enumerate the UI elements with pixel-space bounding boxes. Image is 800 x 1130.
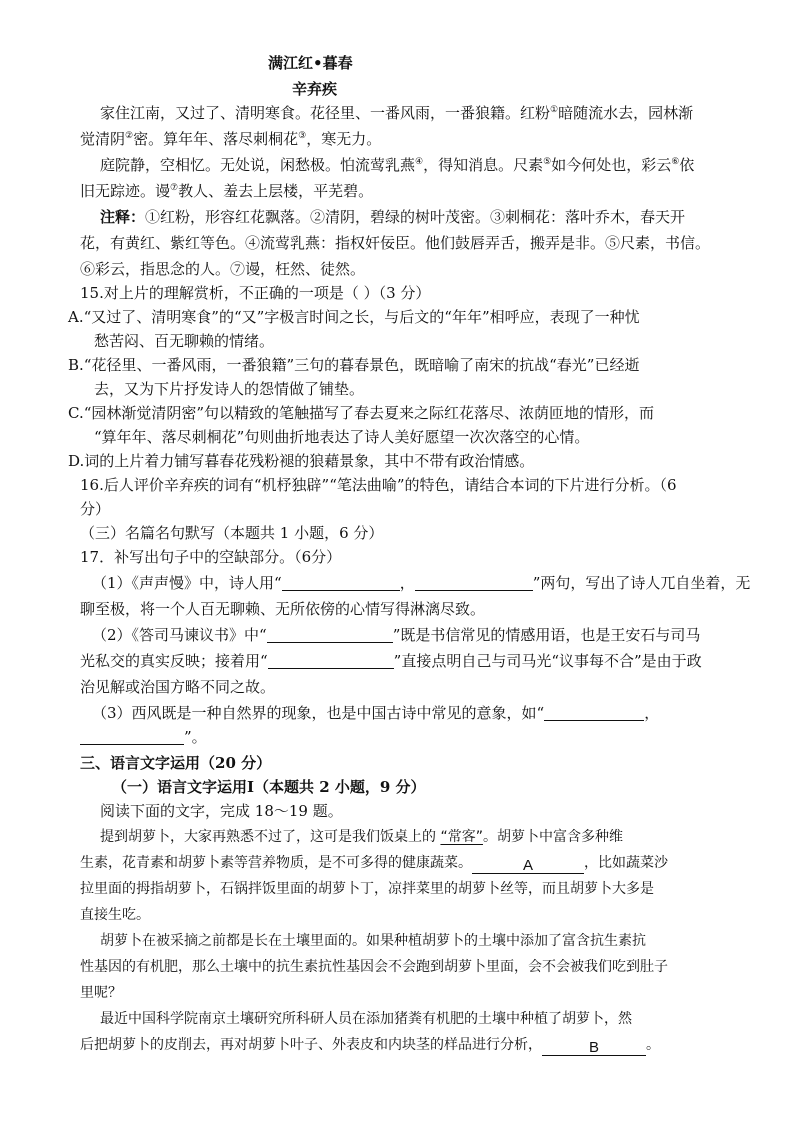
q15-option-a: A.“又过了、清明寒食”的“又”字极言时间之长，与后文的“年年”相呼应，表现了一种忧 [68, 308, 640, 326]
answer-blank[interactable] [268, 652, 394, 669]
answer-blank[interactable] [267, 626, 393, 643]
quoted-term: “常客” [440, 829, 483, 845]
q15-stem: 15.对上片的理解赏析，不正确的一项是（ ）（3 分） [80, 284, 431, 302]
passage-line: 胡萝卜在被采摘之前都是长在土壤里面的。如果种植胡萝卜的土壤中添加了富含抗生素抗 [100, 933, 646, 949]
poem-author: 辛弃疾 [292, 80, 338, 98]
reading-instruction: 阅读下面的文字，完成 18～19 题。 [100, 802, 343, 820]
notes-line: 花，有黄红、紫红等色。④流莺乳燕：指权奸佞臣。他们鼓唇弄舌，搬弄是非。⑤尺素，书信。 [80, 234, 711, 252]
q17-item-2: （2）《答司马谏议书》中“ ”既是书信常见的情感用语，也是王安石与司马 [92, 626, 701, 644]
q17-item-3-cont: ”。 [80, 726, 207, 748]
answer-blank-a[interactable]: A [472, 855, 584, 874]
part-heading: 三、语言文字运用（20 分） [80, 754, 272, 772]
q17-item-3: （3）西风既是一种自然界的现象，也是中国古诗中常见的意象，如“ ， [92, 704, 660, 722]
poem-line: 旧无踪迹。谩⑦教人、羞去上层楼，平芜碧。 [80, 182, 374, 200]
q17-item-2-cont: 光私交的真实反映；接着用“ ”直接点明自己与司马光“议事每不合”是由于政 [80, 652, 702, 670]
q15-option-b-cont: 去，又为下片抒发诗人的怨情做了铺垫。 [94, 380, 365, 398]
passage-line: 提到胡萝卜，大家再熟悉不过了，这可是我们饭桌上的 “常客”。胡萝卜中富含多种维 [100, 829, 623, 845]
poem-line: 觉清阴②密。算年年、落尽刺桐花③，寒无力。 [80, 130, 382, 148]
q15-option-a-cont: 愁苦闷、百无聊赖的情绪。 [94, 332, 275, 350]
q15-option-c: C.“园林渐觉清阴密”句以精致的笔触描写了春去夏来之际红花落尽、浓荫匝地的情形，而 [68, 404, 655, 422]
passage-line: 性基因的有机肥，那么土壤中的抗生素抗性基因会不会跑到胡萝卜里面，会不会被我们吃到肚子 [80, 959, 668, 975]
answer-blank-b[interactable]: B [542, 1037, 646, 1056]
q15-option-b: B.“花径里、一番风雨，一番狼籍”三句的暮春景色，既暗喻了南宋的抗战“春光”已经逝 [68, 356, 640, 374]
q17-item-1: （1）《声声慢》中，诗人用“ ， ”两句，写出了诗人兀自坐着，无 [92, 574, 751, 592]
q17-item-2-end: 治见解或治国方略不同之故。 [80, 678, 276, 696]
answer-blank[interactable] [415, 574, 533, 591]
section-heading: （三）名篇名句默写（本题共 1 小题，6 分） [80, 524, 384, 542]
notes-label: 注释： [100, 208, 146, 226]
passage-line: 里呢？ [80, 985, 122, 1001]
notes-line: 注释：①红粉，形容红花飘落。②清阴，碧绿的树叶茂密。③刺桐花：落叶乔木，春天开 [100, 208, 686, 226]
q16-stem: 16.后人评价辛弃疾的词有“机杼独辟”“笔法曲喻”的特色，请结合本词的下片进行分析。（6 [80, 476, 677, 494]
passage-line: 拉里面的拇指胡萝卜，石锅拌饭里面的胡萝卜丁，凉拌菜里的胡萝卜丝等，而且胡萝卜大多是 [80, 881, 654, 897]
passage-line: 最近中国科学院南京土壤研究所科研人员在添加猪粪有机肥的土壤中种植了胡萝卜，然 [100, 1011, 632, 1027]
q16-stem-cont: 分） [80, 500, 111, 518]
q17-stem: 17．补写出句子中的空缺部分。（6分） [80, 548, 342, 566]
passage-line: 生素，花青素和胡萝卜素等营养物质，是不可多得的健康蔬菜。 A ，比如蔬菜沙 [80, 855, 668, 874]
answer-blank[interactable] [544, 704, 644, 721]
poem-title: 满江红•暮春 [268, 54, 353, 72]
q15-option-d: D.词的上片着力铺写暮春花残粉褪的狼藉景象，其中不带有政治情感。 [68, 452, 535, 470]
passage-line: 直接生吃。 [80, 907, 150, 923]
poem-line: 庭院静，空相忆。无处说，闲愁极。怕流莺乳燕④，得知消息。尺素⑤如今何处也，彩云⑥依 [100, 156, 695, 174]
answer-blank[interactable] [80, 728, 184, 745]
q15-option-c-cont: “算年年、落尽刺桐花”句则曲折地表达了诗人美好愿望一次次落空的心情。 [94, 428, 590, 446]
poem-line: 家住江南，又过了、清明寒食。花径里、一番风雨，一番狼籍。红粉①暗随流水去，园林渐 [100, 104, 694, 122]
passage-line: 后把胡萝卜的皮削去，再对胡萝卜叶子、外表皮和内块茎的样品进行分析， B 。 [80, 1037, 660, 1056]
answer-blank[interactable] [282, 574, 400, 591]
q17-item-1-cont: 聊至极，将一个人百无聊赖、无所依傍的心情写得淋漓尽致。 [80, 600, 486, 618]
subsection-heading: （一）语言文字运用Ⅰ（本题共 2 小题，9 分） [112, 778, 426, 796]
notes-line: ⑥彩云，指思念的人。⑦谩，枉然、徒然。 [80, 260, 366, 278]
